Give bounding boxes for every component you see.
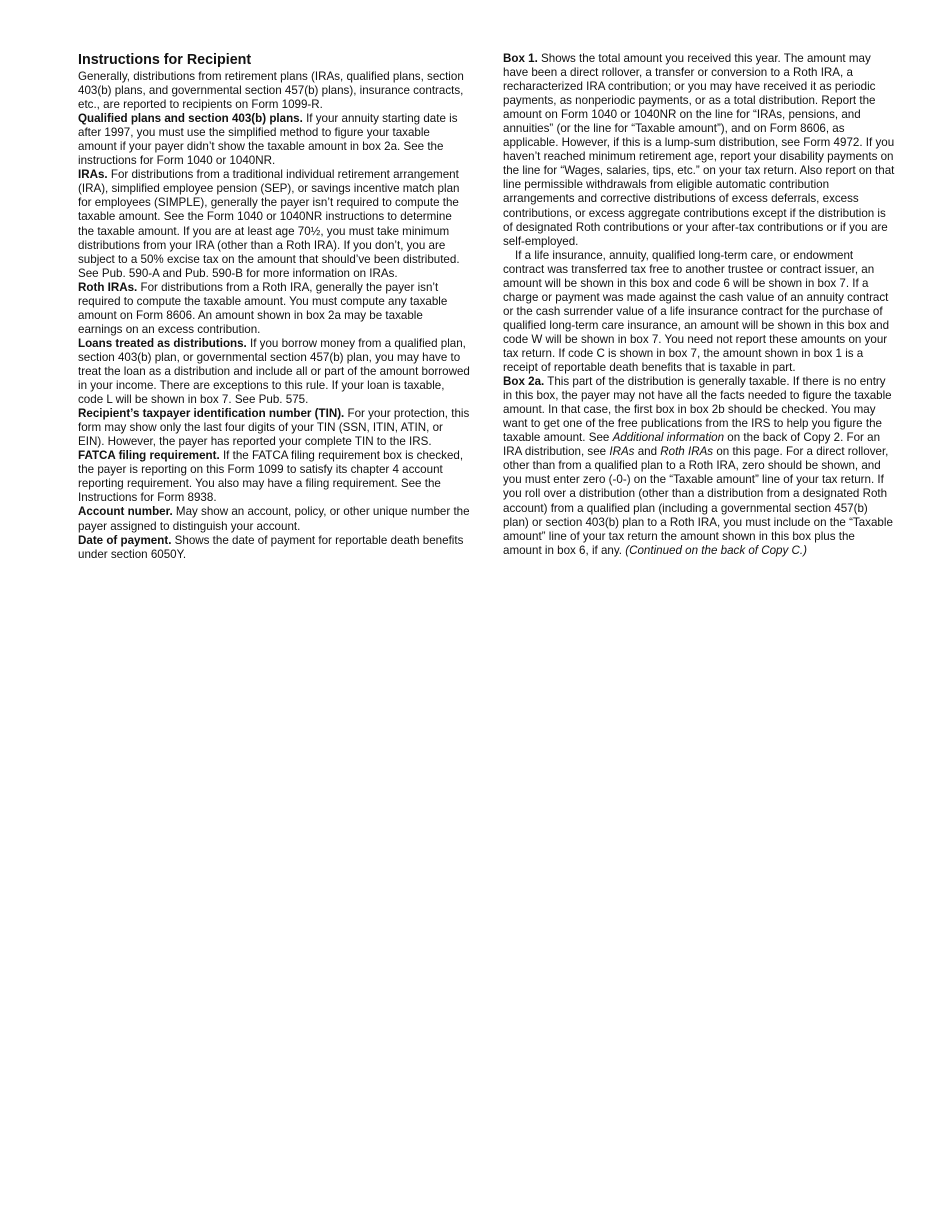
section-heading: Box 1. <box>503 52 538 65</box>
box1-paragraph-2: If a life insurance, annuity, qualified long-term care, or endowment contract was transferred tax free to another trustee or contract issuer, an amount will be shown in this box and code 6 will be shown in box 7. If a charge or payment was made against the cash value of an annuity contract or the cash surrender value of a life insurance contract for the purchase of qualified long-term care insurance, an amount will be shown in this box and code W will be shown in box 7. You need not report these amounts on your tax return. If code C is shown in box 7, the amount shown in box 1 is a receipt of reportable death benefits that is taxable in part. <box>503 248 890 375</box>
box1-section <box>503 52 895 249</box>
continued-note: (Continued on the back of Copy C.) <box>625 543 807 557</box>
section-body: May show an account, policy, or other unique number the payer assigned to distinguish your account. <box>78 505 470 533</box>
section-heading: Qualified plans and section 403(b) plans. <box>78 112 303 126</box>
intro-paragraph: Generally, distributions from retirement plans (IRAs, qualified plans, section 403(b) plans, and governmental section 457(b) plans), insurance contracts, etc., are reported to recipients on Form 1099-R. <box>78 70 464 112</box>
left-column <box>78 52 470 562</box>
section-heading: Date of payment. <box>78 533 172 547</box>
date-of-payment-section <box>78 534 470 562</box>
section-heading: Roth IRAs. <box>78 280 138 294</box>
section-body: For your protection, this form may show only the last four digits of your TIN (SSN, ITIN, ATIN, or EIN). However, the payer has reported your complete TIN to the IRS. <box>78 407 470 449</box>
section-body: If the FATCA filing requirement box is checked, the payer is reporting on this Form 1099 to satisfy its chapter 4 account reporting requirement. You also may have a filing requirement. See the Instructions for Form 8938. <box>78 449 464 505</box>
section-body: For distributions from a traditional individual retirement arrangement (IRA), simplified employee pension (SEP), or savings incentive match plan for employees (SIMPLE), generally the payer isn’t required to compute the taxable amount. See the Form 1040 or 1040NR instructions to determine the taxable amount. If you are at least age 70½, you must take minimum distributions from your IRA (other than a Roth IRA). If you don’t, you are subject to a 50% excise tax on the amount that should’ve been distributed. See Pub. 590-A and Pub. 590-B for more information on IRAs. <box>78 168 460 280</box>
recipient-tin-section <box>78 407 470 449</box>
section-body: For distributions from a Roth IRA, generally the payer isn’t required to compute the taxable amount. You must compute any taxable amount on Form 8606. An amount shown in box 2a may be taxable earnings on an excess contribution. <box>78 280 448 336</box>
section-body: on the back of Copy 2. For an IRA distribution, see <box>503 431 881 459</box>
section-heading: Loans treated as distributions. <box>78 336 247 350</box>
box2a-section <box>503 375 895 558</box>
roth-iras-section <box>78 281 470 337</box>
section-body: and <box>634 445 661 459</box>
account-number-section <box>78 505 470 533</box>
right-column <box>503 52 895 558</box>
italic-ref-additional-information: Additional information <box>612 431 725 445</box>
section-body: Shows the date of payment for reportable death benefits under section 6050Y. <box>78 533 464 561</box>
section-body: If your annuity starting date is after 1997, you must use the simplified method to figure your taxable amount if your payer didn’t show the taxable amount in box 2a. See the instructions for Form 1040 or 1040NR. <box>78 112 458 168</box>
section-body: This part of the distribution is generally taxable. If there is no entry in this box, the payer may not have all the facts needed to figure the taxable amount. In that case, the first box in box 2b should be checked. You may want to get one of the free publications from the IRS to help you figure the taxable amount. See <box>503 375 892 445</box>
section-heading: IRAs. <box>78 168 108 182</box>
section-body: Shows the total amount you received this year. The amount may have been a direct rollover, a transfer or conversion to a Roth IRA, a recharacterized IRA contribution; or you may have received it as periodic payments, as nonperiodic payments, or as a total distribution. Report the amount on Form 1040 or 1040NR on the line for “IRAs, pensions, and annuities” (or the line for “Taxable amount”), and on Form 8606, as applicable. However, if this is a lump-sum distribution, see Form 4972. If you haven’t reached minimum retirement age, report your disability payments on the line for “Wages, salaries, tips, etc.” on your tax return. Also report on that line permissible withdrawals from eligible automatic contribution arrangements and corrective distributions of excess deferrals, excess contributions, or excess aggregate contributions except if the distribution is of designated Roth contributions or your after-tax contributions or if you are self-employed. <box>503 52 895 248</box>
iras-section <box>78 168 470 280</box>
loans-section <box>78 337 470 407</box>
fatca-section <box>78 449 470 505</box>
section-heading: FATCA filing requirement. <box>78 449 220 463</box>
section-heading: Box 2a. <box>503 375 545 389</box>
section-body: If you borrow money from a qualified plan, section 403(b) plan, or governmental section 457(b) plan, you may have to treat the loan as a distribution and include all or part of the amount borrowed in your income. There are exceptions to this rule. If your loan is taxable, code L will be shown in box 7. See Pub. 575. <box>78 336 470 407</box>
italic-ref-iras: IRAs <box>609 445 635 459</box>
qualified-plans-section <box>78 112 470 168</box>
section-heading: Recipient’s taxpayer identification number (TIN). <box>78 407 345 421</box>
section-body: on this page. For a direct rollover, other than from a qualified plan to a Roth IRA, zero should be shown, and you must enter zero (-0-) on the “Taxable amount” line of your tax return. If you roll over a distribution (other than a distribution from a designated Roth account) from a qualified plan (including a governmental section 457(b) plan) or section 403(b) plan to a Roth IRA, you must include on the “Taxable amount” line of your tax return the amount shown in this box plus the amount in box 6, if any. <box>503 445 893 557</box>
section-heading: Account number. <box>78 505 173 519</box>
instructions-title: Instructions for Recipient <box>78 52 252 68</box>
italic-ref-roth-iras: Roth IRAs <box>660 445 714 459</box>
